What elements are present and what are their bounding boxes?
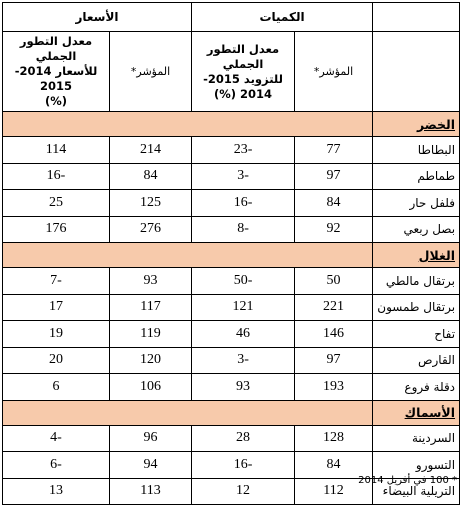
qty-index-cell: 146 [295,321,373,348]
price-index-cell: 94 [110,452,192,479]
price-change-cell: 6 [3,374,110,401]
price-change-cell: 19 [3,321,110,348]
product-name-cell: برتقال طمسون [373,294,460,321]
table-row [3,137,460,164]
section-title: الغلال [373,243,460,268]
qty-change-line-2: للتزويد 2015- [203,71,283,86]
product-name-cell: البطاطا [373,137,460,164]
price-change-header [3,32,110,112]
section-row [3,112,460,137]
price-change-cell: -4 [3,425,110,452]
table-row [3,321,460,348]
qty-index-cell: 112 [295,478,373,505]
section-blank-cell [3,243,373,268]
price-change-cell: 114 [3,137,110,164]
price-index-cell: 113 [110,478,192,505]
section-row [3,400,460,425]
qty-index-header: المؤشر* [295,32,373,112]
qty-change-cell: -16 [192,452,295,479]
qty-index-cell: 128 [295,425,373,452]
price-index-cell: 125 [110,190,192,217]
product-name-cell: بصل ربعي [373,216,460,243]
price-index-cell: 214 [110,137,192,164]
qty-index-cell: 97 [295,347,373,374]
table-row [3,216,460,243]
footnote: * 100 في أفريل 2014 [358,475,457,486]
table-row [3,374,460,401]
price-change-cell: 17 [3,294,110,321]
qty-index-cell: 193 [295,374,373,401]
price-index-cell: 84 [110,163,192,190]
price-change-line-3: (%) [44,94,68,108]
price-change-cell: 13 [3,478,110,505]
price-index-cell: 93 [110,268,192,295]
section-title: الأسماك [373,400,460,425]
price-change-cell: -7 [3,268,110,295]
qty-change-line-3: 2014 (%) [213,86,273,101]
product-name-cell: تفاح [373,321,460,348]
table-row [3,190,460,217]
qty-change-line-1: معدل التطور الجملي [206,41,280,71]
table-row [3,163,460,190]
qty-index-cell: 84 [295,190,373,217]
qty-index-cell: 92 [295,216,373,243]
price-index-cell: 117 [110,294,192,321]
price-change-cell: 20 [3,347,110,374]
subheader-row [3,32,460,112]
price-index-cell: 96 [110,425,192,452]
price-change-cell: -6 [3,452,110,479]
product-name-cell: القارص [373,347,460,374]
qty-change-cell: -3 [192,163,295,190]
qty-change-cell: 12 [192,478,295,505]
product-name-cell: السردينة [373,425,460,452]
prices-group-header: الأسعار [3,3,192,32]
qty-change-cell: -3 [192,347,295,374]
section-blank-cell [3,112,373,137]
group-header-row [3,3,460,32]
price-change-cell: 25 [3,190,110,217]
product-name-cell: دقلة فروع [373,374,460,401]
qty-change-cell: 121 [192,294,295,321]
data-table [2,2,460,505]
qty-change-cell: -23 [192,137,295,164]
price-index-cell: 106 [110,374,192,401]
product-name-cell: فلفل حار [373,190,460,217]
price-change-cell: -16 [3,163,110,190]
price-change-cell: 176 [3,216,110,243]
blank-sub-cell [373,32,460,112]
qty-change-cell: -50 [192,268,295,295]
table-row [3,425,460,452]
qty-index-cell: 77 [295,137,373,164]
data-table-wrapper [2,2,459,505]
price-index-cell: 119 [110,321,192,348]
table-row [3,347,460,374]
qty-index-cell: 84 [295,452,373,479]
qty-change-cell: 93 [192,374,295,401]
qty-change-cell: 28 [192,425,295,452]
qty-change-cell: -16 [192,190,295,217]
price-index-cell: 120 [110,347,192,374]
qty-index-cell: 97 [295,163,373,190]
qty-index-cell: 221 [295,294,373,321]
product-name-cell: برتقال مالطي [373,268,460,295]
table-row [3,294,460,321]
price-change-line-2: للأسعار 2014-2015 [14,64,98,93]
section-row [3,243,460,268]
qty-change-cell: -8 [192,216,295,243]
section-title: الخضر [373,112,460,137]
quantities-group-header: الكميات [192,3,373,32]
product-name-cell: التسورو [373,452,460,479]
blank-corner-cell [373,3,460,32]
price-index-cell: 276 [110,216,192,243]
qty-index-cell: 50 [295,268,373,295]
qty-change-cell: 46 [192,321,295,348]
price-index-header: المؤشر* [110,32,192,112]
table-row [3,268,460,295]
price-change-line-1: معدل التطور الجملي [19,34,93,63]
product-name-cell: التريلية البيضاء [373,478,460,505]
product-name-cell: طماطم [373,163,460,190]
section-blank-cell [3,400,373,425]
qty-change-header [192,32,295,112]
